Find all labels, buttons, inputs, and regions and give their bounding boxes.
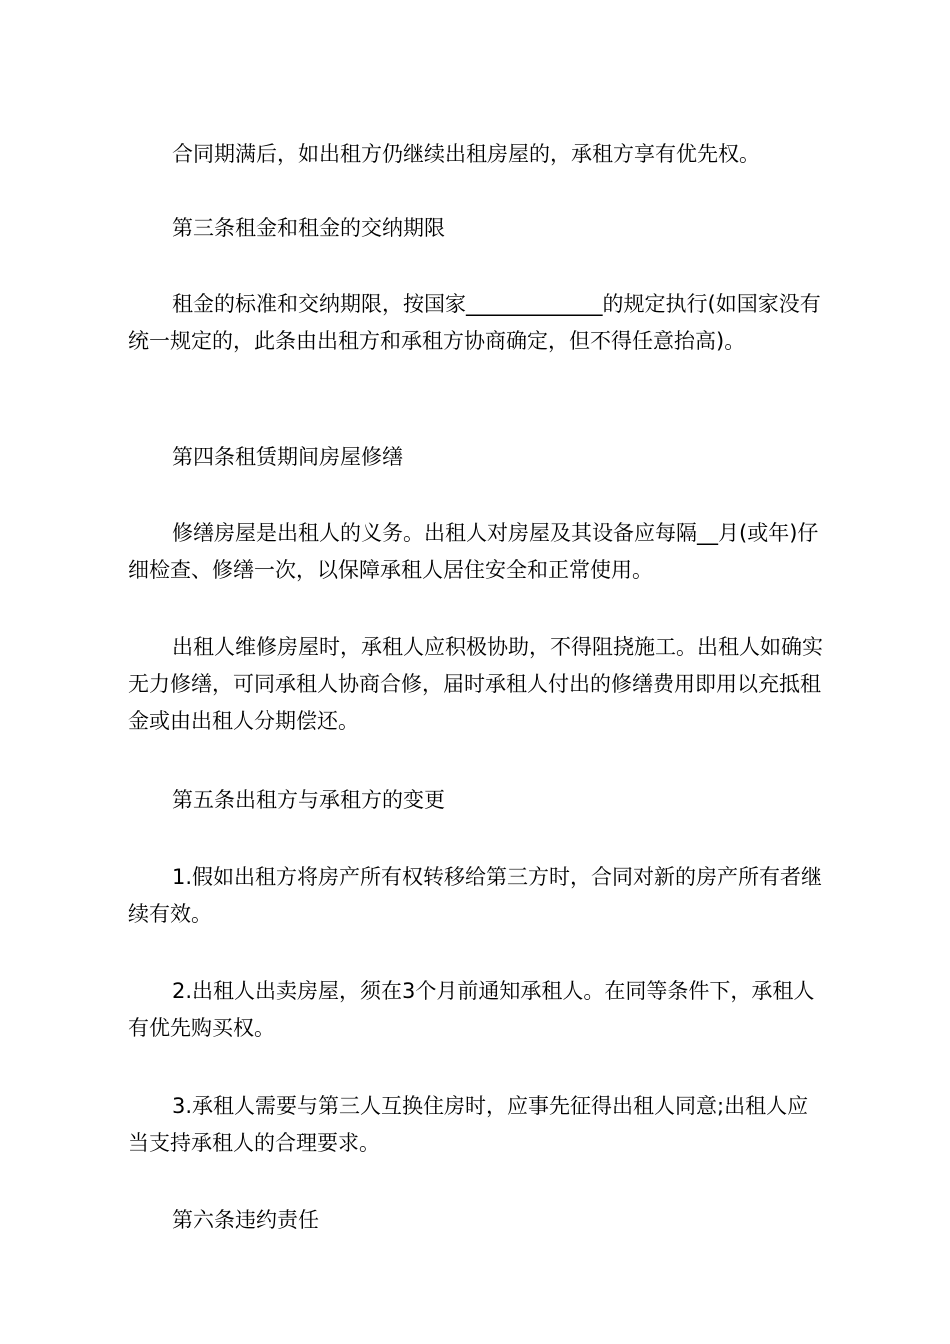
list-item-ownership-transfer: 1.假如出租方将房产所有权转移给第三方时，合同对新的房产所有者继续有效。 — [128, 865, 823, 926]
paragraph-rent-standard: 租金的标准和交纳期限，按国家_____________的规定执行(如国家没有统一规定的，此条由出租方和承租方协商确定，但不得任意抬高)。 — [128, 292, 821, 353]
paragraph-repair-cooperation: 出租人维修房屋时，承租人应积极协助，不得阻挠施工。出租人如确实无力修缮，可同承租人协商合修，届时承租人付出的修缮费用即用以充抵租金或由出租人分期偿还。 — [128, 635, 823, 733]
heading-article-4: 第四条租赁期间房屋修缮 — [172, 445, 403, 469]
paragraph-priority-right: 合同期满后，如出租方仍继续出租房屋的，承租方享有优先权。 — [172, 142, 760, 166]
list-item-sale-notice: 2.出租人出卖房屋，须在3个月前通知承租人。在同等条件下，承租人有优先购买权。 — [128, 979, 815, 1040]
list-item-housing-exchange: 3.承租人需要与第三人互换住房时，应事先征得出租人同意;出租人应当支持承租人的合理要求。 — [128, 1094, 809, 1155]
paragraph-repair-duty: 修缮房屋是出租人的义务。出租人对房屋及其设备应每隔__月(或年)仔细检查、修缮一次，以保障承租人居住安全和正常使用。 — [128, 521, 819, 582]
heading-article-5: 第五条出租方与承租方的变更 — [172, 788, 445, 812]
heading-article-6: 第六条违约责任 — [172, 1208, 319, 1232]
heading-article-3: 第三条租金和租金的交纳期限 — [172, 216, 445, 240]
